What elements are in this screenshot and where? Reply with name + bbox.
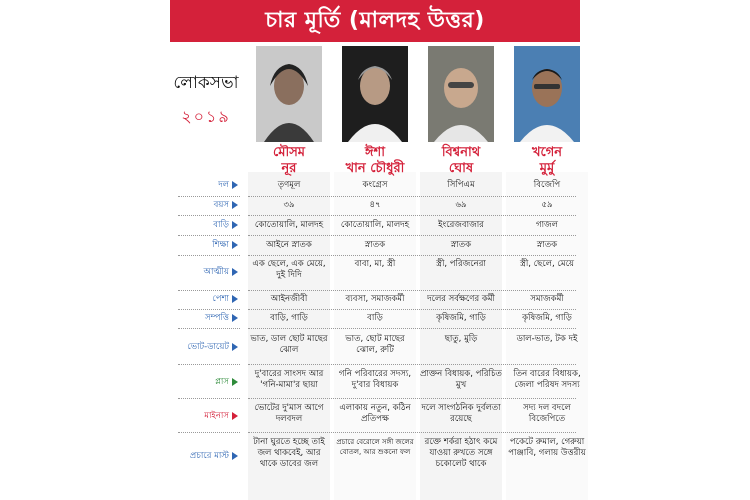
row-label-property: সম্পত্তি xyxy=(170,313,238,324)
cell-profession-1: আইনজীবী xyxy=(270,294,308,304)
candidate-name-3: বিশ্বনাথ ঘোষ xyxy=(441,145,481,176)
candidate-name-1: মৌসম নূর xyxy=(272,145,306,176)
cell-diet-4: ডাল-ভাত, টক দই xyxy=(516,334,578,344)
cell-age-4: ৫৯ xyxy=(541,200,553,210)
row-label-party: দল xyxy=(170,180,238,191)
caption-block xyxy=(170,70,242,131)
cell-education-1: আইনে স্নাতক xyxy=(266,240,312,250)
cell-diet-3: ছাতু, মুড়ি xyxy=(444,334,478,344)
cell-diet-1: ভাত, ডাল ছোট মাছের ঝোল xyxy=(250,334,328,355)
cell-party-4: বিজেপি xyxy=(533,180,561,190)
cell-home-4: গাজল xyxy=(536,220,558,230)
cell-age-3: ৬৯ xyxy=(455,200,467,210)
row-label-campaign-must: প্রচারে মাস্ট xyxy=(170,451,238,462)
cell-education-2: স্নাতক xyxy=(364,240,386,250)
cell-property-2: বাড়ি xyxy=(367,313,383,323)
cell-party-3: সিপিএম xyxy=(447,180,475,190)
cell-property-3: কৃষিজমি, গাড়ি xyxy=(436,313,486,323)
row-label-minus: মাইনাস xyxy=(170,411,238,422)
row-label-diet: ভোট-ডায়েট xyxy=(170,342,238,353)
cell-minus-2: এলাকায় নতুন, কঠিন প্রতিপক্ষ xyxy=(339,403,411,424)
cell-campaign-1: টানা ঘুরতে হচ্ছে তাই জল থাকবেই, আর থাকে ডাবের জল xyxy=(253,437,325,469)
candidate-photo-4 xyxy=(514,46,580,142)
cell-profession-3: দলের সর্বক্ষণের কর্মী xyxy=(427,294,495,304)
row-label-age: বয়স xyxy=(170,200,238,211)
cell-relatives-2: বাবা, মা, স্ত্রী xyxy=(354,259,396,269)
candidate-photo-2 xyxy=(342,46,408,142)
candidate-name-2: ঈশা খান চৌধুরী xyxy=(345,145,405,176)
cell-age-1: ৩৯ xyxy=(283,200,295,210)
article-graphic xyxy=(170,0,586,500)
cell-home-2: কোতোয়ালি, মালদহ xyxy=(340,220,410,230)
cell-campaign-4: পকেটে রুমাল, গেরুয়া পাঞ্জাবি, গলায় উত্তরীয় xyxy=(508,437,586,458)
cell-property-1: বাড়ি, গাড়ি xyxy=(270,313,308,323)
cell-profession-4: সমাজকর্মী xyxy=(530,294,564,304)
cell-home-1: কোতোয়ালি, মালদহ xyxy=(254,220,324,230)
caption-year: ২০১৯ xyxy=(181,107,231,126)
row-label-education: শিক্ষা xyxy=(170,240,238,251)
cell-education-3: স্নাতক xyxy=(450,240,472,250)
candidate-photo-1 xyxy=(256,46,322,142)
cell-plus-1: দু'বারের সাংসদ আর 'গনি-মামা'র ছায়া xyxy=(254,369,324,390)
candidate-name-4: খগেন মুর্মু xyxy=(531,145,563,176)
cell-relatives-4: স্ত্রী, ছেলে, মেয়ে xyxy=(519,259,575,269)
row-label-plus: প্লাস xyxy=(170,377,238,388)
headline-banner: চার মূর্তি (মালদহ উত্তর) xyxy=(170,0,580,42)
cell-profession-2: ব্যবসা, সমাজকর্মী xyxy=(345,294,405,304)
cell-relatives-3: স্ত্রী, পরিজনেরা xyxy=(436,259,486,269)
cell-party-1: তৃণমূল xyxy=(277,180,301,190)
cell-minus-1: ভোটের দু'মাস আগে দলবদল xyxy=(254,403,324,424)
cell-diet-2: ভাত, ছোট মাছের ঝোল, রুটি xyxy=(345,334,405,355)
cell-campaign-2: প্রচারে বেরোলে সঙ্গী জলের বোতল, আর শুকনো ফল xyxy=(336,438,414,456)
cell-party-2: কংগ্রেস xyxy=(362,180,388,190)
cell-plus-2: গনি পরিবারের সদস্য, দু'বার বিধায়ক xyxy=(338,369,412,390)
row-label-home: বাড়ি xyxy=(170,220,238,231)
cell-plus-4: তিন বারের বিধায়ক, জেলা পরিষদ সদস্য xyxy=(513,369,581,390)
cell-plus-3: প্রাক্তন বিধায়ক, পরিচিত মুখ xyxy=(420,369,502,390)
row-label-relatives: আত্মীয় xyxy=(170,267,238,278)
cell-property-4: কৃষিজমি, গাড়ি xyxy=(522,313,572,323)
candidate-photo-3 xyxy=(428,46,494,142)
caption-lok-sabha: লোকসভা xyxy=(173,73,239,93)
cell-minus-4: সদ্য দল বদলে বিজেপিতে xyxy=(523,403,571,424)
cell-relatives-1: এক ছেলে, এক মেয়ে, দুই দিদি xyxy=(252,259,326,280)
cell-campaign-3: রক্তে শর্করা হঠাৎ কমে যাওয়া রুখতে সঙ্গে চকোলেট থাকে xyxy=(424,437,498,469)
row-label-profession: পেশা xyxy=(170,294,238,305)
cell-minus-3: দলে সাংগঠনিক দুর্বলতা রয়েছে xyxy=(421,403,501,424)
cell-age-2: ৪৭ xyxy=(369,200,381,210)
cell-home-3: ইংরেজবাজার xyxy=(438,220,484,230)
cell-education-4: স্নাতক xyxy=(536,240,558,250)
